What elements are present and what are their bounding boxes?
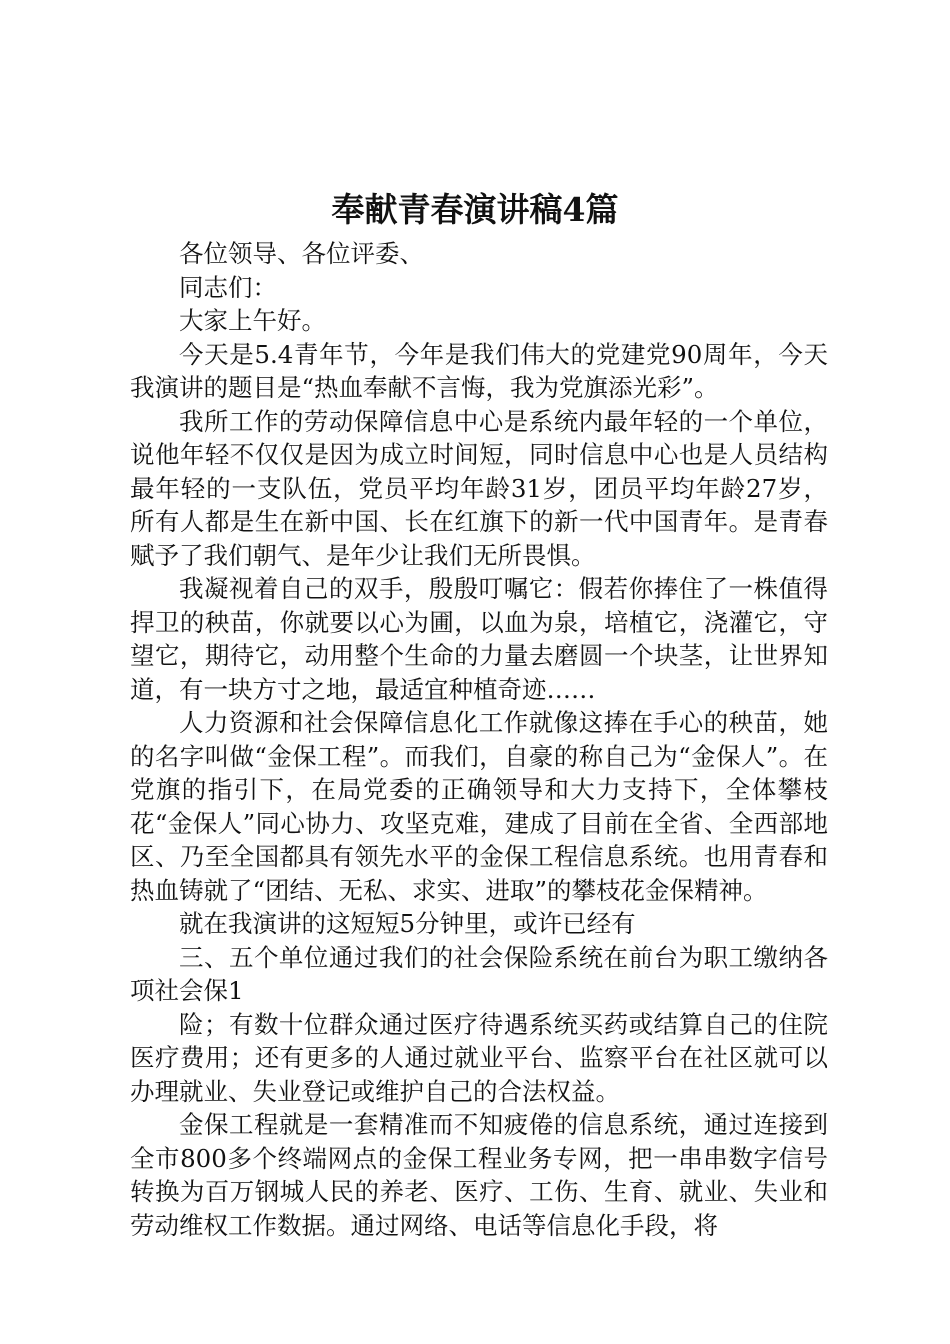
document-body — [130, 237, 828, 1242]
paragraph: 就在我演讲的这短短5分钟里，或许已经有 — [179, 909, 636, 938]
paragraph: 人力资源和社会保障信息化工作就像这捧在手心的秧苗，她的名字叫做“金保工程”。而我们，自豪的称自己为“金保人”。在党旗的指引下，在局党委的正确领导和大力支持下，全体攀枝花“金保人”同心协力、攻坚克难，建成了目前在全省、全西部地区、乃至全国都具有领先水平的金保工程信息系统。也用青春和热血铸就了“团结、无私、求实、进取”的攀枝花金保精神。 — [130, 708, 828, 905]
salutation-judges: 各位领导、各位评委、 — [179, 239, 424, 268]
paragraph: 金保工程就是一套精准而不知疲倦的信息系统，通过连接到全市800多个终端网点的金保工程业务专网，把一串串数字信号转换为百万钢城人民的养老、医疗、工伤、生育、就业、失业和劳动维权工作数据。通过网络、电话等信息化手段，将 — [130, 1110, 828, 1240]
document-title: 奉献青春演讲稿4篇 — [331, 190, 619, 229]
paragraph: 我凝视着自己的双手，殷殷叮嘱它：假若你捧住了一株值得捍卫的秧苗，你就要以心为圃，以血为泉，培植它，浇灌它，守望它，期待它，动用整个生命的力量去磨圆一个块茎，让世界知道，有一块方寸之地，最适宜种植奇迹…… — [130, 574, 828, 704]
salutation-comrades: 同志们： — [179, 272, 277, 302]
paragraph: 险；有数十位群众通过医疗待遇系统买药或结算自己的住院医疗费用；还有更多的人通过就业平台、监察平台在社区就可以办理就业、失业登记或维护自己的合法权益。 — [130, 1009, 828, 1106]
paragraph: 今天是5.4青年节，今年是我们伟大的党建党90周年，今天我演讲的题目是“热血奉献不言悔，我为党旗添光彩”。 — [130, 339, 828, 402]
paragraph: 我所工作的劳动保障信息中心是系统内最年轻的一个单位，说他年轻不仅仅是因为成立时间短，同时信息中心也是人员结构最年轻的一支队伍，党员平均年龄31岁，团员平均年龄27岁，所有人都是生在新中国、长在红旗下的新一代中国青年。是青春赋予了我们朝气、是年少让我们无所畏惧。 — [130, 406, 828, 570]
greeting: 大家上午好。 — [179, 306, 326, 335]
paragraph: 三、五个单位通过我们的社会保险系统在前台为职工缴纳各项社会保1 — [130, 942, 828, 1005]
